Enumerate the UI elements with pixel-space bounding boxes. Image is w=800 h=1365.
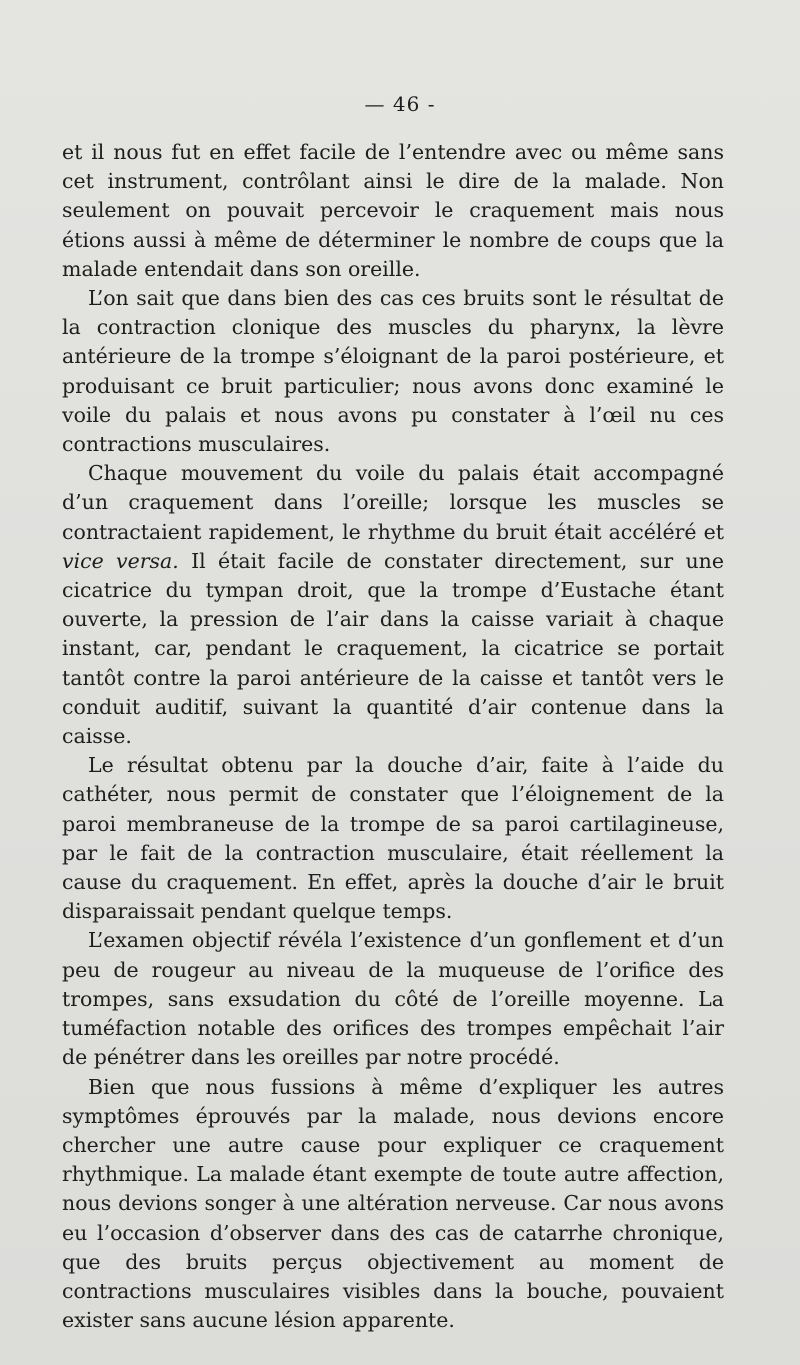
page-number: — 46 - bbox=[364, 92, 436, 116]
body-text bbox=[62, 138, 724, 1335]
paragraph-4: Le résultat obtenu par la douche d’air, faite à l’aide du cathéter, nous permit de constater que l’éloignement de la paroi membraneuse de la trompe de sa paroi cartilagineuse, par le fait de la contraction musculaire, était réellement la cause du craquement. En effet, après la douche d’air le bruit disparaissait pendant quelque temps. bbox=[62, 753, 724, 924]
paragraph-1: et il nous fut en effet facile de l’entendre avec ou même sans cet instrument, contrôlant ainsi le dire de la malade. Non seulement on pouvait percevoir le craquement mais nous étions aussi à même de déterminer le nombre de coups que la malade entendait dans son oreille. bbox=[62, 140, 724, 281]
paragraph-3-text-end: Il était facile de constater directement, sur une cicatrice du tympan droit, que la trompe d’Eustache étant ouverte, la pression de l’air dans la caisse variait à chaque instant, car, pendant le craquement, la cicatrice se portait tantôt contre la paroi antérieure de la caisse et tantôt vers le conduit auditif, suivant la quantité d’air contenue dans la caisse. bbox=[62, 548, 724, 749]
paragraph-3 bbox=[62, 459, 724, 751]
paragraph-3-text-start: Chaque mouvement du voile du palais était accompagné d’un craquement dans l’oreille; lorsque les muscles se contractaient rapidement, le rhythme du bruit était accéléré et bbox=[62, 461, 724, 544]
italic-phrase: vice versa. bbox=[62, 548, 179, 573]
paragraph-2: L’on sait que dans bien des cas ces bruits sont le résultat de la contraction clonique des muscles du pharynx, la lèvre antérieure de la trompe s’éloignant de la paroi postérieure, et produisant ce bruit particulier; nous avons donc examiné le voile du palais et nous avons pu constater à l’œil nu ces contractions musculaires. bbox=[62, 286, 724, 457]
paragraph-5: L’examen objectif révéla l’existence d’un gonflement et d’un peu de rougeur au niveau de la muqueuse de l’orifice des trompes, sans exsudation du côté de l’oreille moyenne. La tuméfaction notable des orifices des trompes empêchait l’air de pénétrer dans les oreilles par notre procédé. bbox=[62, 928, 724, 1070]
paragraph-6: Bien que nous fussions à même d’expliquer les autres symptômes éprouvés par la malade, nous devions encore chercher une autre cause pour expliquer ce craquement rhythmique. La malade étant exempte de toute autre affection, nous devions songer à une altération nerveuse. Car nous avons eu l’occasion d’observer dans des cas de catarrhe chronique, que des bruits perçus objectivement au moment de contractions musculaires visibles dans la bouche, pouvaient exister sans aucune lésion apparente. bbox=[62, 1074, 724, 1333]
